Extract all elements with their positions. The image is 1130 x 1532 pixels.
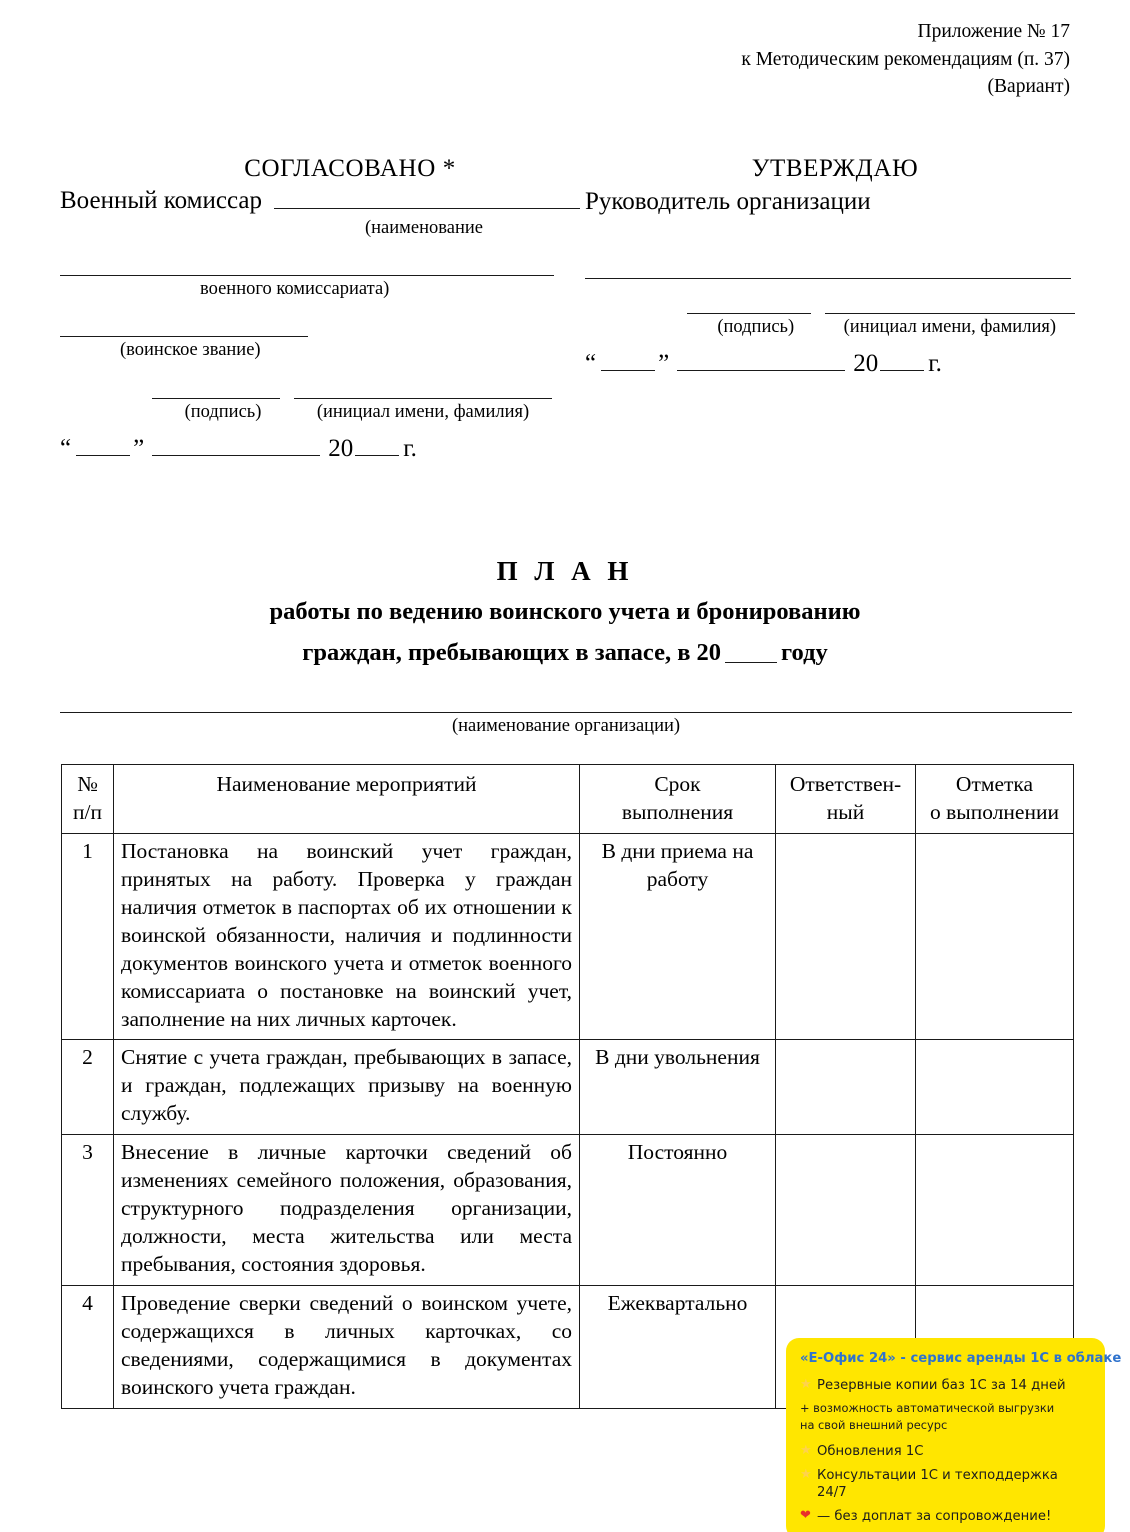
title-year-prefix: граждан, пребывающих в запасе, в 20 bbox=[302, 639, 722, 667]
appendix-line-2: к Методическим рекомендациям (п. 37) bbox=[741, 48, 1070, 70]
caption-initials-left: (инициал имени, фамилия) bbox=[316, 401, 530, 422]
row-activity: Постановка на воинский учет граждан, принятых на работу. Проверка у граждан наличия отметок в паспортах об их отношении к воинской обязанности, наличия и подлинности документов воинского учета и отметок военного комиссариата о постановке на воинский учет, заполнение на них личных карточек. bbox=[114, 833, 580, 1040]
header-responsible-line-1: Ответствен- bbox=[789, 772, 902, 796]
caption-rank: (воинское звание) bbox=[120, 340, 261, 361]
caption-signature-right: (подпись) bbox=[717, 317, 795, 337]
ad-item-text: — без доплат за сопровождение! bbox=[817, 1509, 1052, 1525]
date-year-prefix-right: 20 bbox=[853, 350, 879, 378]
ad-item-sub-line-1: + возможность автоматической выгрузки bbox=[800, 1400, 1055, 1415]
date-year-prefix-left: 20 bbox=[328, 434, 354, 462]
page-title: П Л А Н bbox=[496, 556, 634, 586]
date-quote-close-left: ” bbox=[133, 434, 145, 462]
approved-heading: УТВЕРЖДАЮ bbox=[751, 155, 919, 182]
date-row-right bbox=[585, 350, 1075, 378]
agreed-heading: СОГЛАСОВАНО * bbox=[244, 155, 456, 182]
approval-column-approved bbox=[585, 155, 1075, 378]
caption-spacer-left bbox=[60, 401, 152, 423]
date-quote-open-right: “ bbox=[585, 350, 597, 378]
header-mark-line-1: Отметка bbox=[955, 772, 1034, 796]
caption-name: (наименование bbox=[365, 218, 483, 238]
table-row bbox=[62, 1135, 1074, 1286]
caption-signature-left: (подпись) bbox=[184, 401, 262, 422]
table-header-row bbox=[62, 765, 1074, 834]
commissariat-name-blank-2[interactable] bbox=[60, 275, 554, 276]
ad-item-text: Обновления 1С bbox=[817, 1443, 924, 1459]
date-quote-close-right: ” bbox=[658, 350, 670, 378]
header-number-line-1: № bbox=[77, 772, 98, 796]
header-responsible bbox=[776, 765, 916, 834]
date-month-blank-left[interactable] bbox=[152, 455, 320, 456]
date-day-blank-right[interactable] bbox=[601, 370, 655, 371]
title-subtitle-line-2 bbox=[0, 636, 1130, 669]
row-activity: Проведение сверки сведений о воинском учете, содержащихся в личных карточках, со сведениями, содержащимися в документах воинского учета граждан. bbox=[114, 1285, 580, 1408]
initials-blank-right[interactable] bbox=[825, 313, 1075, 314]
header-activity-name: Наименование мероприятий bbox=[114, 765, 580, 834]
title-subtitle-line-1: работы по ведению воинского учета и бронированию bbox=[269, 598, 861, 625]
ad-item-text: Консультации 1С и техподдержка 24/7 bbox=[817, 1467, 1058, 1501]
advertisement-banner[interactable] bbox=[786, 1338, 1122, 1532]
appendix-line-3: (Вариант) bbox=[987, 76, 1070, 98]
star-icon: ★ bbox=[800, 1376, 812, 1392]
star-icon: ★ bbox=[800, 1466, 812, 1482]
commissariat-name-blank-1[interactable] bbox=[274, 208, 580, 209]
ad-item bbox=[800, 1508, 1091, 1525]
appendix-line-1: Приложение № 17 bbox=[917, 21, 1070, 42]
signature-row-right bbox=[585, 313, 1075, 314]
date-year-suffix-right: г. bbox=[928, 350, 942, 378]
signature-blank-right[interactable] bbox=[687, 313, 811, 314]
appendix-header bbox=[741, 18, 1070, 101]
row-term: Постоянно bbox=[580, 1135, 776, 1286]
row-mark[interactable] bbox=[916, 1040, 1074, 1135]
signature-row-left bbox=[60, 398, 580, 399]
ad-item-sub-line-2: на свой внешний ресурс bbox=[800, 1417, 948, 1432]
table-row bbox=[62, 833, 1074, 1040]
ad-item bbox=[800, 1467, 1091, 1501]
signature-captions-right bbox=[585, 316, 1075, 338]
organization-head-label: Руководитель организации bbox=[585, 188, 871, 215]
ad-item bbox=[800, 1377, 1091, 1433]
rank-blank[interactable] bbox=[60, 336, 308, 337]
military-commissar-label: Военный комиссар bbox=[60, 187, 262, 214]
row-term: В дни увольнения bbox=[580, 1040, 776, 1135]
caption-commissariat: военного комиссариата) bbox=[200, 279, 390, 300]
row-number: 1 bbox=[62, 833, 114, 1040]
organization-head-blank[interactable] bbox=[585, 278, 1071, 279]
date-month-blank-right[interactable] bbox=[677, 370, 845, 371]
header-responsible-line-2: ный bbox=[826, 799, 865, 824]
row-activity: Снятие с учета граждан, пребывающих в запасе, и граждан, подлежащих призыву на военную службу. bbox=[114, 1040, 580, 1135]
signature-captions-left bbox=[60, 401, 580, 423]
date-year-blank-right[interactable] bbox=[880, 370, 924, 371]
header-term-line-2: выполнения bbox=[621, 799, 734, 824]
row-term: В дни приема на работу bbox=[580, 833, 776, 1040]
table-row bbox=[62, 1040, 1074, 1135]
row-responsible[interactable] bbox=[776, 1135, 916, 1286]
ad-title: «Е-Офис 24» - сервис аренды 1С в облаке bbox=[800, 1351, 1122, 1366]
header-number-line-2: п/п bbox=[73, 799, 102, 824]
header-number bbox=[62, 765, 114, 834]
date-year-blank-left[interactable] bbox=[355, 455, 399, 456]
organization-name-blank[interactable] bbox=[60, 712, 1072, 713]
row-mark[interactable] bbox=[916, 833, 1074, 1040]
caption-organization: (наименование организации) bbox=[451, 716, 681, 736]
approval-column-agreed bbox=[60, 155, 580, 463]
row-term: Ежеквартально bbox=[580, 1285, 776, 1408]
header-completion-mark bbox=[916, 765, 1074, 834]
header-term-line-1: Срок bbox=[654, 772, 701, 796]
date-year-suffix-left: г. bbox=[403, 434, 417, 462]
header-term bbox=[580, 765, 776, 834]
row-responsible[interactable] bbox=[776, 1040, 916, 1135]
row-responsible[interactable] bbox=[776, 833, 916, 1040]
row-number: 2 bbox=[62, 1040, 114, 1135]
document-title-block bbox=[0, 556, 1130, 669]
date-row-left bbox=[60, 435, 580, 463]
row-mark[interactable] bbox=[916, 1135, 1074, 1286]
ad-item bbox=[800, 1443, 1091, 1460]
plan-table bbox=[61, 764, 1074, 1409]
ad-item-text: Резервные копии баз 1С за 14 дней bbox=[817, 1377, 1066, 1393]
date-day-blank-left[interactable] bbox=[76, 455, 130, 456]
caption-spacer-right bbox=[585, 316, 687, 338]
approval-block bbox=[60, 155, 1070, 485]
star-icon: ★ bbox=[800, 1442, 812, 1458]
header-mark-line-2: о выполнении bbox=[930, 799, 1059, 824]
row-number: 3 bbox=[62, 1135, 114, 1286]
row-number: 4 bbox=[62, 1285, 114, 1408]
caption-initials-right: (инициал имени, фамилия) bbox=[843, 317, 1057, 337]
heart-icon: ❤ bbox=[800, 1508, 811, 1524]
organization-name-field bbox=[60, 712, 1072, 737]
row-activity: Внесение в личные карточки сведений об изменениях семейного положения, образования, структурного подразделения организации, должности, места жительства или места пребывания, состояния здоровья. bbox=[114, 1135, 580, 1286]
title-year-suffix: году bbox=[781, 639, 828, 667]
title-year-blank[interactable] bbox=[725, 662, 777, 663]
date-quote-open-left: “ bbox=[60, 434, 72, 462]
military-commissar-row bbox=[60, 187, 580, 215]
initials-blank-left[interactable] bbox=[294, 398, 552, 399]
signature-blank-left[interactable] bbox=[152, 398, 280, 399]
